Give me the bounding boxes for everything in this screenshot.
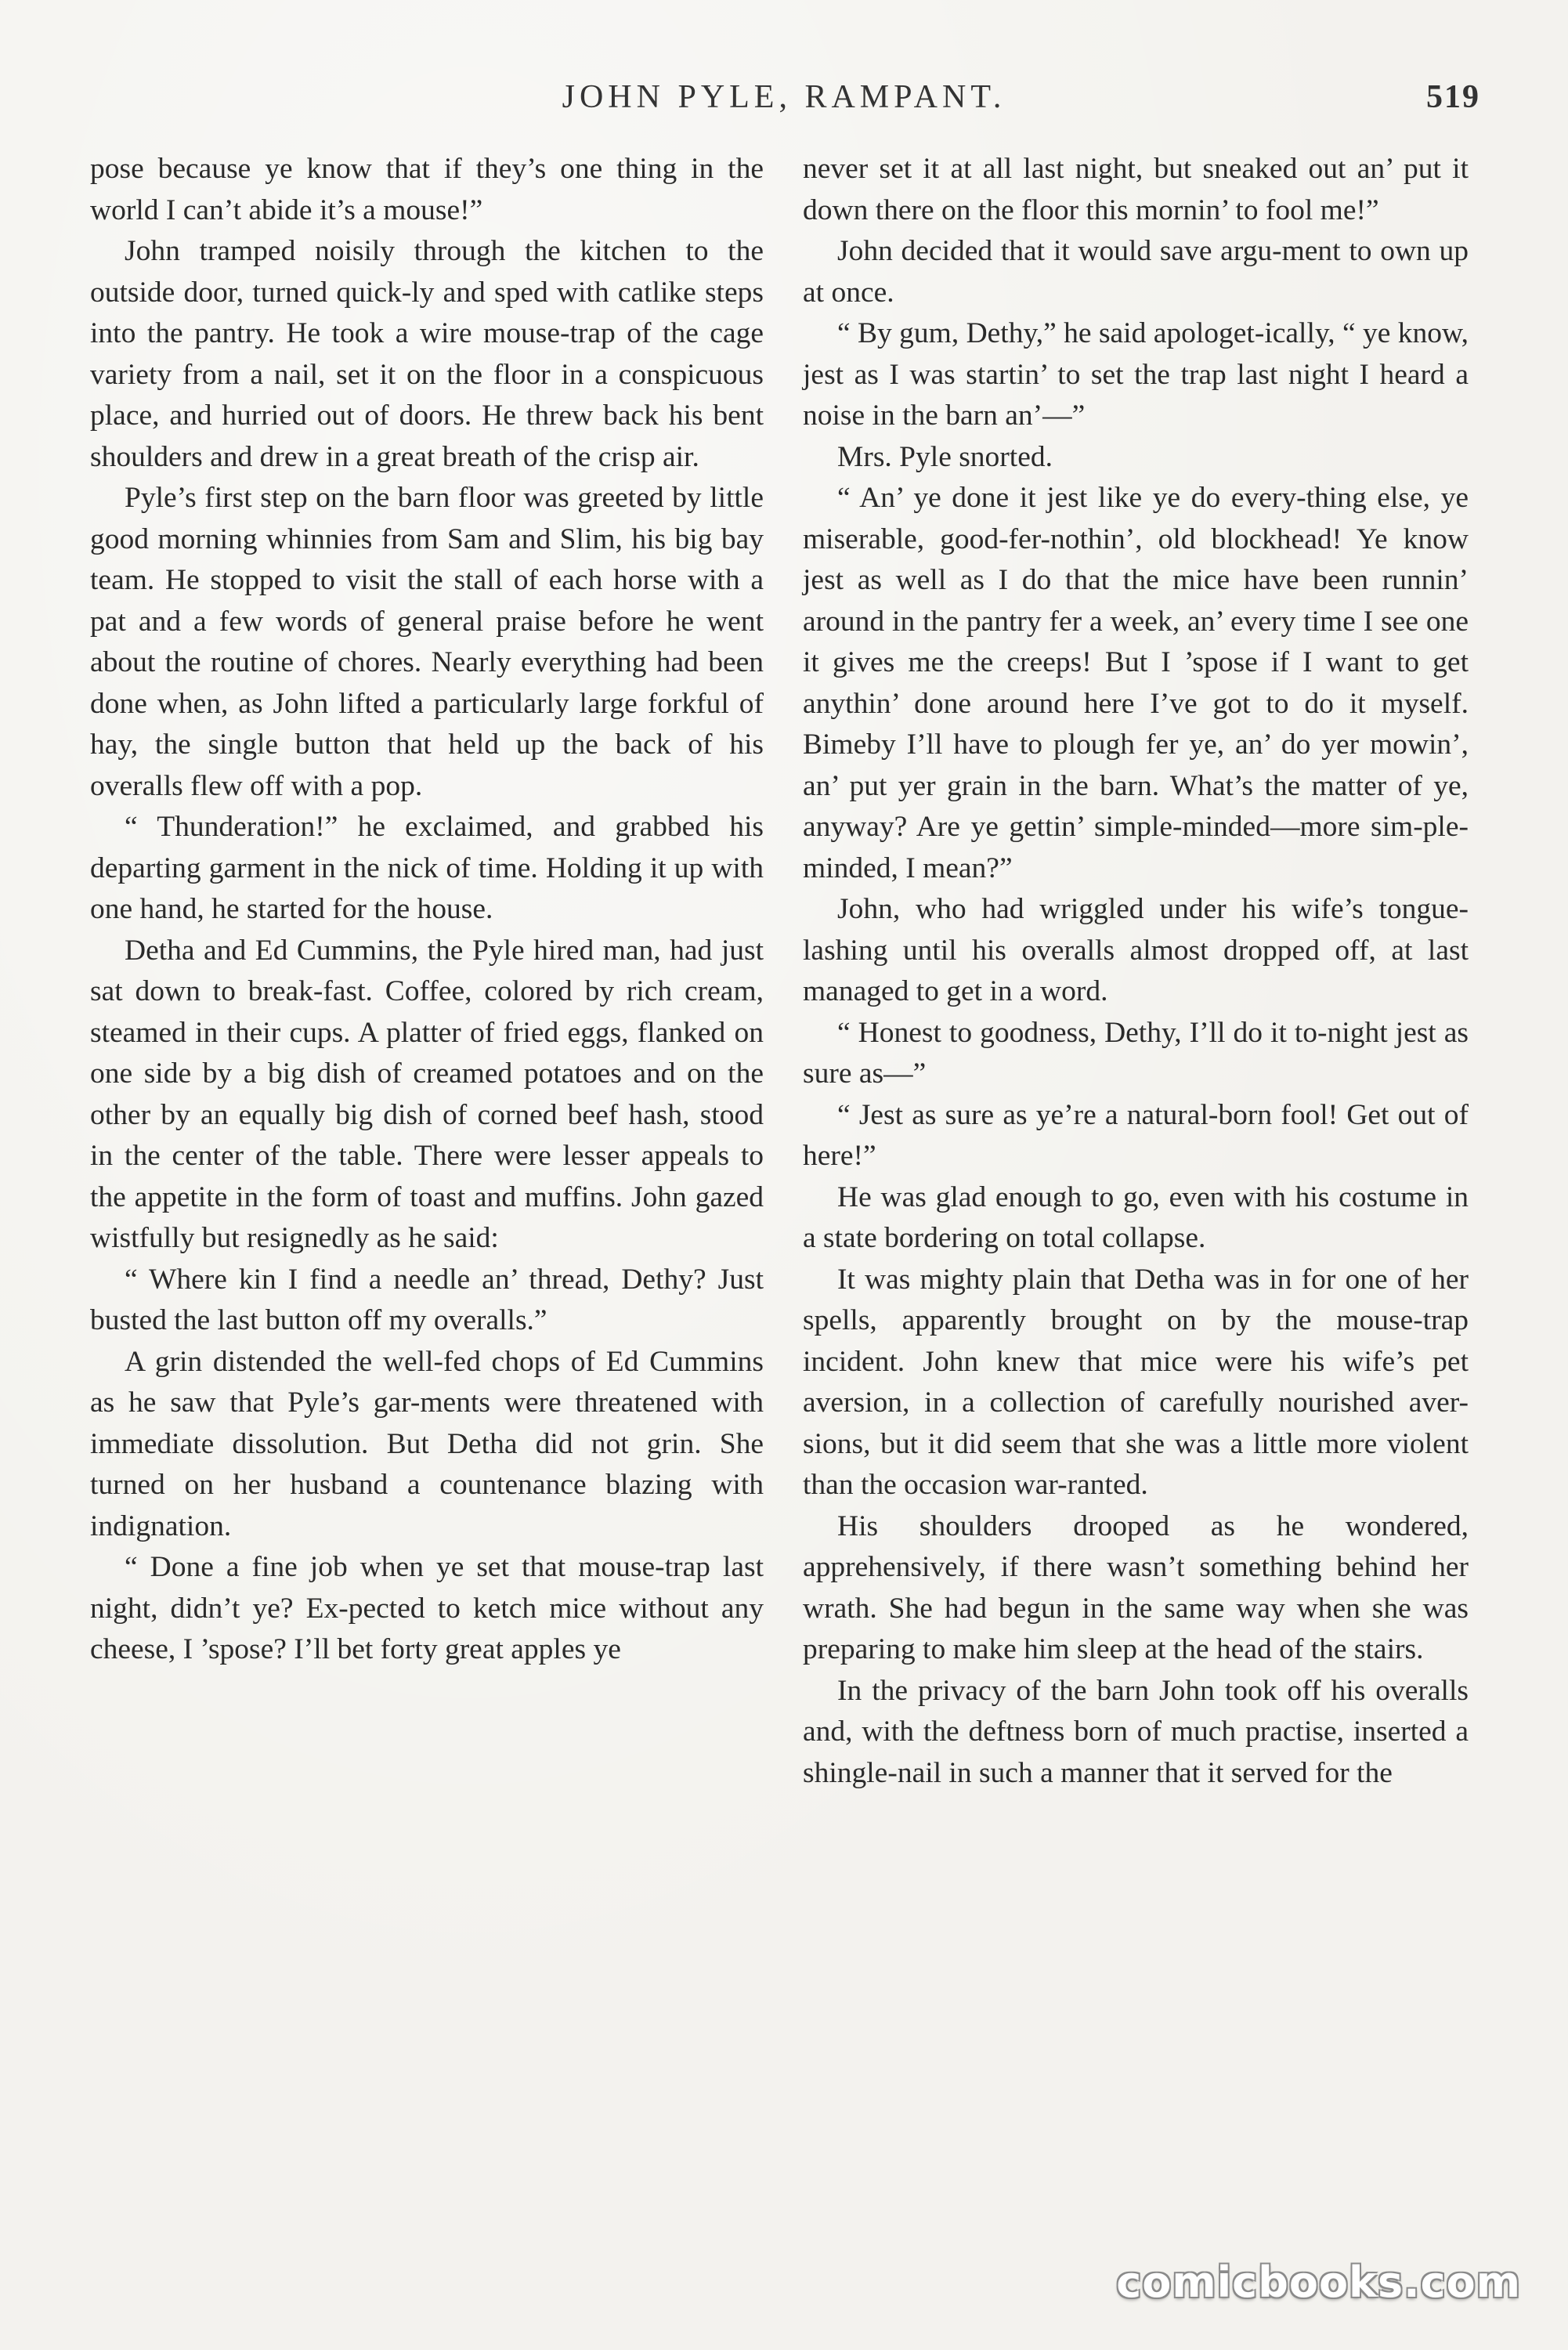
running-title: JOHN PYLE, RAMPANT. [562, 79, 1006, 115]
paragraph: “ Thunderation!” he exclaimed, and grabbed his departing garment in the nick of time. Holding it up with one hand, he started for the house. [90, 811, 764, 925]
paragraph: “ Where kin I find a needle an’ thread, Dethy? Just busted the last button off my overalls.” [90, 1263, 764, 1336]
paragraph: “ Done a fine job when ye set that mouse-trap last night, didn’t ye? Ex-pected to ketch mice without any cheese, I ’spose? I’ll bet forty great apples ye [90, 1551, 764, 1665]
left-column [90, 149, 764, 1671]
paragraph: John, who had wriggled under his wife’s tongue-lashing until his overalls almost dropped off, at last managed to get in a word. [803, 893, 1469, 1007]
paragraph: Detha and Ed Cummins, the Pyle hired man, had just sat down to break-fast. Coffee, colored by rich cream, steamed in their cups. A platter of fried eggs, flanked on one side by a big dish of creamed potatoes and on the other by an equally big dish of corned beef hash, stood in the center of the table. There were lesser appeals to the appetite in the form of toast and muffins. John gazed wistfully but resignedly as he said: [90, 934, 764, 1254]
paragraph: pose because ye know that if they’s one thing in the world I can’t abide it’s a mouse!” [90, 153, 764, 226]
paragraph: His shoulders drooped as he wondered, apprehensively, if there wasn’t something behind her wrath. She had begun in the same way when she was preparing to make him sleep at the head of the stairs. [803, 1509, 1469, 1665]
paragraph: A grin distended the well-fed chops of Ed Cummins as he saw that Pyle’s gar-ments were threatened with immediate dissolution. But Detha did not grin. She turned on her husband a countenance blazing with indignation. [90, 1345, 764, 1542]
paragraph: He was glad enough to go, even with his costume in a state bordering on total collapse. [803, 1180, 1469, 1254]
paragraph: “ By gum, Dethy,” he said apologet-ically, “ ye know, jest as I was startin’ to set the trap last night I heard a noise in the barn an’—” [803, 317, 1469, 432]
paragraph: “ Honest to goodness, Dethy, I’ll do it to-night jest as sure as—” [803, 1016, 1469, 1090]
paragraph: John decided that it would save argu-ment to own up at once. [803, 235, 1469, 309]
running-head [0, 78, 1568, 125]
paragraph: Pyle’s first step on the barn floor was greeted by little good morning whinnies from Sam and Slim, his big bay team. He stopped to visit the stall of each horse with a pat and a few words of general praise before he went about the routine of chores. Nearly everything had been done when, as John lifted a particularly large forkful of hay, the single button that held up the back of his overalls flew off with a pop. [90, 482, 764, 802]
paragraph: John tramped noisily through the kitchen to the outside door, turned quick-ly and sped with catlike steps into the pantry. He took a wire mouse-trap of the cage variety from a nail, set it on the floor in a conspicuous place, and hurried out of doors. He threw back his bent shoulders and drew in a great breath of the crisp air. [90, 235, 764, 473]
paragraph: It was mighty plain that Detha was in for one of her spells, apparently brought on by the mouse-trap incident. John knew that mice were his wife’s pet aversion, in a collection of carefully nourished aver-sions, but it did seem that she was a little more violent than the occasion war-ranted. [803, 1263, 1469, 1501]
paragraph: Mrs. Pyle snorted. [837, 440, 1053, 473]
paragraph: “ Jest as sure as ye’re a natural-born fool! Get out of here!” [803, 1098, 1469, 1172]
paragraph: “ An’ ye done it jest like ye do every-thing else, ye miserable, good-fer-nothin’, old blockhead! Ye know jest as well as I do that the mice have been runnin’ around in the pantry fer a week, an’ every time I see one it gives me the creeps! But I ’spose if I want to get anythin’ done around here I’ve got to do it myself. Bimeby I’ll have to plough fer ye, an’ do yer mowin’, an’ put yer grain in the barn. What’s the matter of ye, anyway? Are ye gettin’ simple-minded—more sim-ple-minded, I mean?” [803, 482, 1469, 884]
paragraph: never set it at all last night, but sneaked out an’ put it down there on the floor this mornin’ to fool me!” [803, 153, 1469, 226]
paragraph: In the privacy of the barn John took off his overalls and, with the deftness born of much practise, inserted a shingle-nail in such a manner that it served for the [803, 1674, 1469, 1789]
page-number: 519 [1426, 79, 1480, 115]
right-column [803, 149, 1469, 1794]
watermark: comicbooks.com [1116, 2258, 1521, 2307]
